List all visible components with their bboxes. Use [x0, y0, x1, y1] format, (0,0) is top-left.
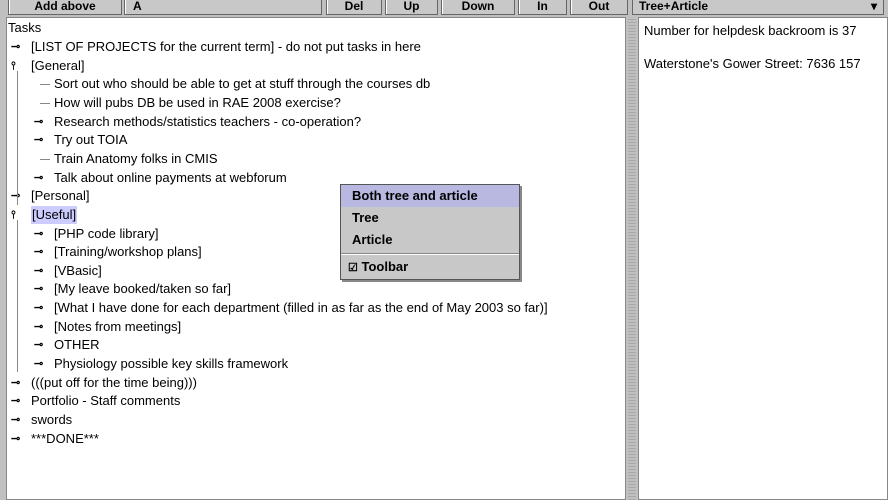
tree-row-label: How will pubs DB be used in RAE 2008 exercise? [54, 94, 341, 110]
tree-leaf-connector [40, 103, 50, 104]
tree-row-label: [Notes from meetings] [54, 318, 182, 334]
tree-row[interactable] [7, 94, 617, 112]
article-panel[interactable] [638, 17, 888, 500]
collapsed-node-icon[interactable]: ⊸ [34, 358, 44, 371]
tree-row-label: Train Anatomy folks in CMIS [54, 150, 218, 166]
task-tree[interactable] [6, 17, 626, 500]
tree-row[interactable] [7, 392, 617, 410]
tree-row-label: [Personal] [31, 188, 90, 204]
tree-row-label: swords [31, 412, 73, 427]
tree-row[interactable] [7, 169, 617, 187]
tree-row[interactable] [7, 75, 617, 93]
collapsed-node-icon[interactable]: ⊸ [34, 227, 44, 240]
tree-row[interactable] [7, 113, 617, 131]
view-select-value: Tree+Article [639, 0, 709, 13]
out-button[interactable]: Out [570, 0, 628, 15]
collapsed-node-icon[interactable]: ⊸ [34, 339, 44, 352]
tree-row-label: [PHP code library] [54, 225, 159, 241]
collapsed-node-icon[interactable]: ⊸ [34, 115, 44, 128]
in-button[interactable]: In [518, 0, 567, 15]
collapsed-node-icon[interactable]: ⊸ [11, 41, 21, 53]
article-line: Waterstone's Gower Street: 7636 157 [644, 56, 861, 71]
tree-row-label: Try out TOIA [54, 132, 128, 148]
tree-row-label: [What I have done for each department (filled in as far as the end of May 2003 so far)] [54, 300, 548, 316]
tree-row-label: [General] [31, 57, 85, 73]
expanded-node-icon[interactable]: ⫯ [11, 208, 16, 221]
collapsed-node-icon[interactable]: ⊸ [34, 264, 44, 277]
tree-root[interactable]: Tasks [8, 20, 42, 35]
tree-row[interactable] [7, 430, 617, 448]
tree-row[interactable] [7, 206, 617, 224]
collapsed-node-icon[interactable]: ⊸ [34, 246, 44, 259]
tree-row-label: Research methods/statistics teachers - co-operation? [54, 113, 362, 129]
menu-item-tree[interactable]: Tree [352, 210, 379, 225]
collapsed-node-icon[interactable]: ⊸ [34, 302, 44, 315]
tree-connector [17, 220, 18, 373]
tree-row-label: (((put off for the time being))) [31, 374, 197, 390]
view-select[interactable] [632, 0, 884, 15]
tree-row-label: [LIST OF PROJECTS for the current term] - do not put tasks in here [31, 39, 421, 54]
tree-connector [17, 71, 18, 205]
tree-row[interactable] [7, 187, 617, 205]
collapsed-node-icon[interactable]: ⊸ [11, 414, 21, 426]
tree-leaf-connector [40, 84, 50, 85]
tree-row[interactable] [7, 57, 617, 75]
tree-row-label: [VBasic] [54, 262, 102, 278]
view-menu [340, 184, 520, 280]
expanded-node-icon[interactable]: ⫯ [11, 59, 16, 72]
tree-row[interactable] [7, 243, 617, 261]
tree-row[interactable] [7, 150, 617, 168]
tree-row-label: OTHER [54, 337, 100, 353]
up-button[interactable]: Up [385, 0, 438, 15]
tree-row-label: [Useful] [32, 206, 77, 222]
down-button[interactable]: Down [441, 0, 515, 15]
menu-separator [341, 253, 519, 255]
collapsed-node-icon[interactable]: ⊸ [11, 376, 21, 389]
tree-row-label: Portfolio - Staff comments [31, 393, 181, 409]
chevron-down-icon: ▾ [870, 0, 877, 13]
tree-row-label: Talk about online payments at webforum [54, 169, 287, 185]
tree-row[interactable] [7, 336, 617, 354]
menu-item-both[interactable]: Both tree and article [341, 185, 519, 207]
menu-item-toolbar-label: Toolbar [361, 259, 409, 274]
tree-row[interactable] [7, 374, 617, 392]
menu-item-toolbar[interactable] [341, 256, 519, 278]
tree-row-label: ***DONE*** [31, 430, 99, 446]
checkbox-checked-icon: ☑ [348, 262, 358, 274]
tree-row[interactable] [7, 299, 617, 317]
tree-row[interactable] [7, 318, 617, 336]
collapsed-node-icon[interactable]: ⊸ [34, 320, 44, 333]
tree-row[interactable] [7, 355, 617, 373]
collapsed-node-icon[interactable]: ⊸ [11, 190, 21, 203]
tree-row-label: Physiology possible key skills framework [54, 356, 289, 372]
collapsed-node-icon[interactable]: ⊸ [34, 171, 44, 184]
tree-row[interactable] [7, 38, 617, 56]
split-pane-divider[interactable] [628, 17, 636, 500]
tree-row-label: Sort out who should be able to get at stuff through the courses db [54, 76, 431, 92]
collapsed-node-icon[interactable]: ⊸ [34, 283, 44, 296]
tree-row[interactable] [7, 280, 617, 298]
tree-row[interactable] [7, 411, 617, 429]
tree-row-label: [Training/workshop plans] [54, 244, 202, 260]
tree-leaf-connector [40, 159, 50, 160]
delete-button[interactable]: Del [326, 0, 382, 15]
collapsed-node-icon[interactable]: ⊸ [34, 134, 44, 147]
collapsed-node-icon[interactable]: ⊸ [11, 395, 21, 408]
menu-item-article[interactable]: Article [352, 232, 393, 247]
tree-row-label: [My leave booked/taken so far] [54, 281, 232, 297]
add-above-button[interactable]: Add above [8, 0, 122, 15]
article-line: Number for helpdesk backroom is 37 [644, 23, 857, 38]
tree-row[interactable] [7, 131, 617, 149]
tree-row[interactable] [7, 225, 617, 243]
add-below-button[interactable]: A [124, 0, 322, 15]
tree-row[interactable] [7, 262, 617, 280]
collapsed-node-icon[interactable]: ⊸ [11, 432, 21, 445]
